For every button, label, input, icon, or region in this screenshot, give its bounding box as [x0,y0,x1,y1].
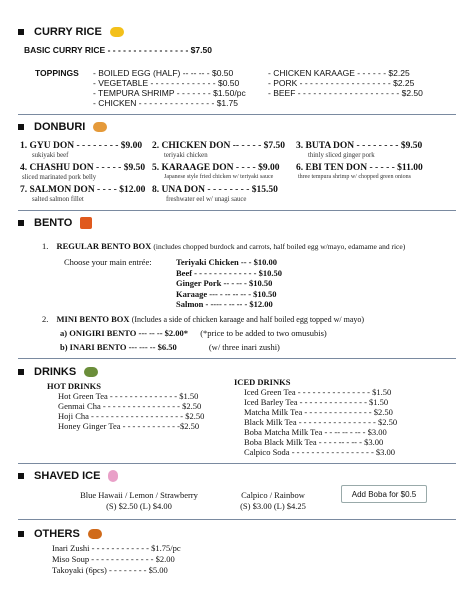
donburi-name: 4. CHASHU DON - - - - - $9.50 [20,163,146,173]
hot-drinks-title: HOT DRINKS [47,381,101,391]
shaved-ice-right [224,490,322,512]
drink-item: Boba Matcha Milk Tea - - -- -- - -- - $3.00 [244,427,387,437]
section-header-drinks [18,366,98,378]
add-boba-box: Add Boba for $0.5 [341,485,427,503]
topping-item: - CHICKEN - - - - - - - - - - - - - - - $1.75 [93,98,238,108]
drink-item: Black Milk Tea - - - - - - - - - - - - - - - - $2.50 [244,417,398,427]
regular-bento-note: (includes chopped burdock and carrots, half boiled egg w/mayo, edamame and rice) [153,242,406,251]
section-title: SHAVED ICE [34,470,101,482]
bento-main-item: Beef - - - - - - - - - - - - - $10.50 [176,267,282,278]
bento-box-icon [80,217,92,229]
section-title: DRINKS [34,366,77,378]
bento-main-item: Karaage --- - -- -- -- - $10.50 [176,288,277,299]
shaved-ice-price: (S) $2.50 (L) $4.00 [106,501,172,511]
inari-bento-line [60,342,280,352]
donburi-item [152,141,285,159]
other-item: Takoyaki (6pcs) - - - - - - - - $5.00 [52,565,168,575]
mini-bento-title: MINI BENTO BOX [56,314,130,324]
bullet-square-icon [18,473,24,479]
bullet-square-icon [18,29,24,35]
donburi-item [296,141,422,159]
shaved-ice-icon [108,470,118,482]
donburi-desc: salted salmon fillet [32,196,84,203]
other-item: Miso Soup - - - - - - - - - - - - - $2.00 [52,554,175,564]
donburi-item [20,141,142,159]
donburi-desc: sukiyaki beef [32,152,69,159]
donburi-item [152,185,278,203]
donburi-name: 8. UNA DON - - - - - - - - $15.50 [152,185,278,195]
donburi-desc: three tempura shrimp w/ chopped green onions [298,174,411,180]
section-header-donburi [18,121,107,133]
drink-item: Iced Green Tea - - - - - - - - - - - - - - - $1.50 [244,387,392,397]
iced-drinks-list [244,387,397,457]
section-header-shaved-ice [18,470,118,482]
other-item: Inari Zushi - - - - - - - - - - - - $1.75/pc [52,543,181,553]
bento-mains [176,257,282,310]
drink-item: Hoji Cha - - - - - - - - - - - - - - - - - - - $2.50 [58,411,205,421]
item-number: 2. [42,314,49,324]
regular-bento-line [42,241,405,251]
topping-item: - CHICKEN KARAAGE - - - - - - $2.25 [268,68,410,78]
drink-item: Honey Ginger Tea - - - - - - - - - - - -$2.50 [58,421,200,431]
drink-item: Hot Green Tea - - - - - - - - - - - - - - $1.50 [58,391,199,401]
mini-bento-note: (Includes a side of chicken karaage and half boiled egg topped w/ mayo) [131,315,365,324]
topping-item: - TEMPURA SHRIMP - - - - - - - $1.50/pc [93,88,246,98]
section-header-bento [18,217,92,229]
donburi-desc: teriyaki chicken [164,152,208,159]
onigiri-bento-note: (*price to be added to two omusubis) [200,328,327,338]
topping-item: - VEGETABLE - - - - - - - - - - - - - $0.50 [93,78,240,88]
mini-bento-line [42,314,364,324]
section-divider [18,358,456,359]
topping-item: - BEEF - - - - - - - - - - - - - - - - - - - - $2.50 [268,88,423,98]
section-title: CURRY RICE [34,26,102,38]
section-divider [18,210,456,211]
donburi-name: 2. CHICKEN DON -- - - - - $7.50 [152,141,285,151]
toppings-left [93,68,246,108]
donburi-name: 1. GYU DON - - - - - - - - $9.00 [20,141,143,151]
shaved-ice-flavors: Blue Hawaii / Lemon / Strawberry [80,490,198,500]
donburi-desc: sliced marinated pork belly [22,174,97,181]
bullet-square-icon [18,220,24,226]
tea-cup-icon [84,367,98,377]
onigiri-bento-line [60,328,327,338]
topping-item: - PORK - - - - - - - - - - - - - - - - - - $2.25 [268,78,415,88]
donburi-item [152,163,279,180]
donburi-desc: freshwater eel w/ unagi sauce [166,196,247,203]
donburi-bowl-icon [93,122,107,132]
bento-main-item: Salmon - ---- - -- -- - $12.00 [176,299,273,309]
section-title: OTHERS [34,528,80,540]
topping-item: - BOILED EGG (HALF) -- -- -- - $0.50 [93,68,234,78]
section-title: DONBURI [34,121,86,133]
item-number: 1. [42,241,49,251]
section-divider [18,114,456,115]
shaved-ice-price: (S) $3.00 (L) $4.25 [240,501,306,511]
inari-bento: b) INARI BENTO --- --- -- $6.50 [60,342,177,352]
basic-curry-rice: BASIC CURRY RICE - - - - - - - - - - - - - - - - $7.50 [24,45,212,55]
inari-bento-note: (w/ three inari zushi) [208,342,280,352]
shaved-ice-flavors: Calpico / Rainbow [241,490,305,500]
drink-item: Boba Black Milk Tea - - - - -- - -- - $3.00 [244,437,384,447]
bento-main-item: Ginger Pork -- - -- - $10.50 [176,278,273,288]
section-divider [18,519,456,520]
drink-item: Iced Barley Tea - - - - - - - - - - - - - - $1.50 [244,397,389,407]
donburi-desc: Japanese style fried chicken w/ teriyaki sauce [164,174,274,180]
donburi-name: 3. BUTA DON - - - - - - - - $9.50 [296,141,423,151]
section-divider [18,463,456,464]
drink-item: Matcha Milk Tea - - - - - - - - - - - - - - $2.50 [244,407,393,417]
drink-item: Genmai Cha - - - - - - - - - - - - - - - - $2.50 [58,401,202,411]
takoyaki-icon [88,529,102,539]
onigiri-bento: a) ONIGIRI BENTO --- -- -- $2.00* [60,328,189,338]
donburi-name: 7. SALMON DON - - - - $12.00 [20,185,146,195]
toppings-right [268,68,423,98]
iced-drinks-title: ICED DRINKS [234,377,291,387]
donburi-desc: thinly sliced ginger pork [308,152,375,159]
curry-bowl-icon [110,27,124,37]
bento-main-item: Teriyaki Chicken -- - $10.00 [176,257,277,267]
toppings-label: TOPPINGS [35,68,79,78]
section-header-curry-rice [18,26,124,38]
regular-bento-title: REGULAR BENTO BOX [56,241,152,251]
bullet-square-icon [18,124,24,130]
choose-entree-label: Choose your main entrée: [64,257,152,267]
donburi-item [296,163,423,180]
section-header-others [18,528,102,540]
section-title: BENTO [34,217,73,229]
hot-drinks-list [58,391,204,431]
donburi-item [20,185,145,203]
bullet-square-icon [18,369,24,375]
shaved-ice-left [66,490,212,512]
others-list [52,543,181,576]
donburi-name: 5. KARAAGE DON - - - - $9.00 [152,163,280,173]
drink-item: Calpico Soda - - - - - - - - - - - - - - - - - $3.00 [244,447,396,457]
donburi-item [20,163,145,181]
bullet-square-icon [18,531,24,537]
donburi-name: 6. EBI TEN DON - - - - - $11.00 [296,163,423,173]
